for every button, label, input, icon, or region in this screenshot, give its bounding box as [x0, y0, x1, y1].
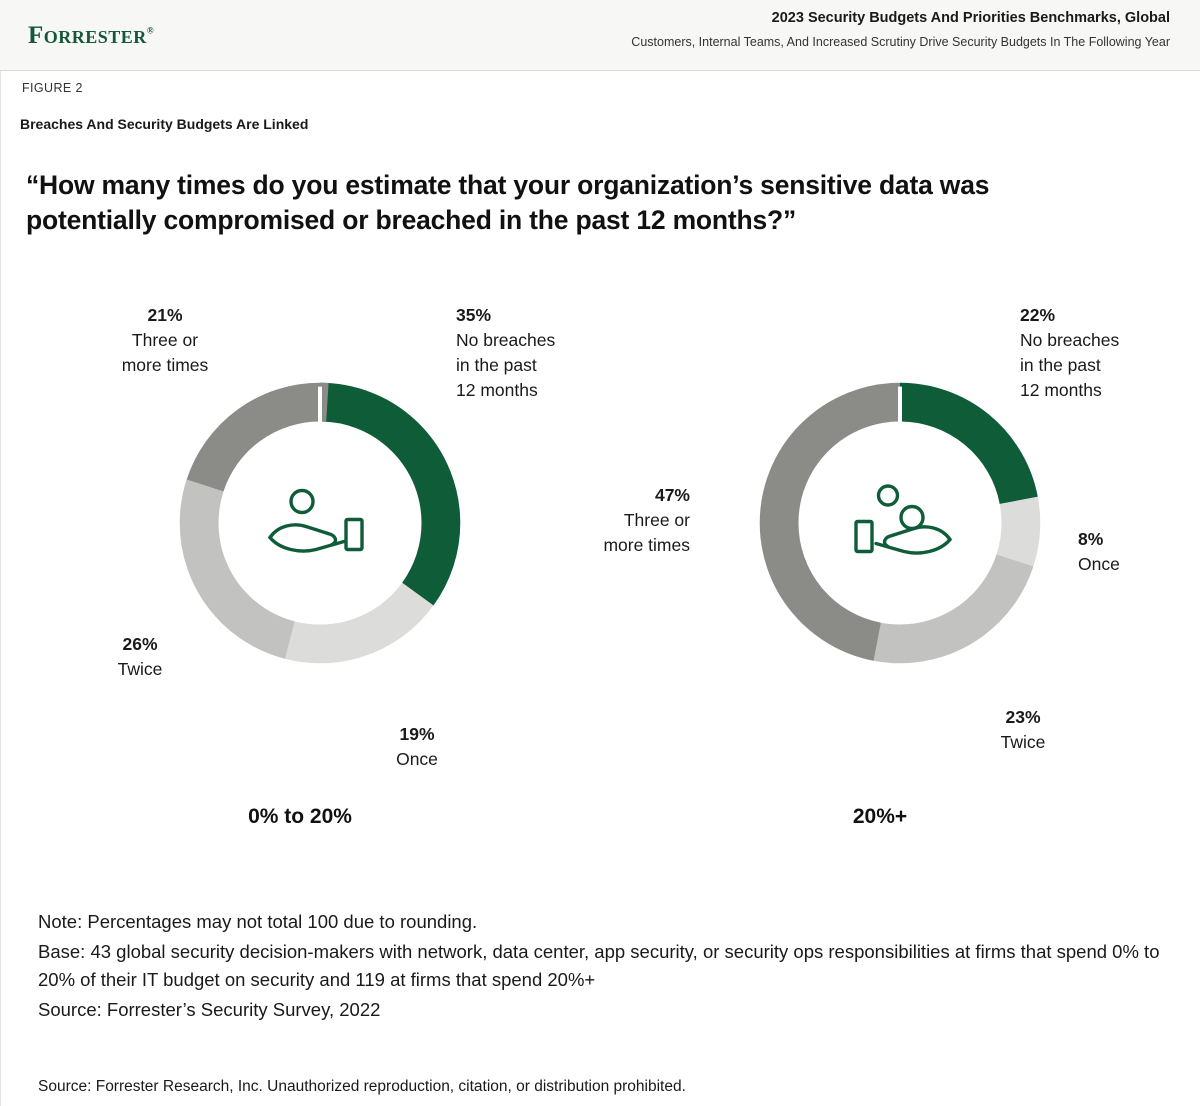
callout-right-three-pct: 47% — [654, 485, 690, 505]
page-header — [0, 0, 1200, 71]
right-chart-caption: 20%+ — [852, 805, 908, 828]
callout-right-no-breaches — [1020, 303, 1185, 402]
callout-left-once — [362, 722, 472, 772]
callout-right-three-l2: more times — [603, 534, 690, 555]
donut-graphic-right — [745, 368, 1055, 678]
note-source: Source: Forrester’s Security Survey, 2022 — [38, 999, 381, 1021]
report-title: 2023 Security Budgets And Priorities Benchmarks, Global — [771, 10, 1170, 26]
callout-left-twice — [85, 632, 195, 682]
header-titles — [631, 10, 1170, 49]
survey-question: “How many times do you estimate that your organization’s sensitive data was potentially compromised or breached in the past 12 months?” — [26, 170, 990, 235]
hand-with-person-icon — [260, 476, 380, 571]
note-rounding: Note: Percentages may not total 100 due to rounding. — [38, 911, 478, 932]
callout-left-twice-text: Twice — [117, 658, 163, 679]
hand-with-coins-icon — [840, 476, 960, 571]
callout-right-three-l1: Three or — [623, 509, 690, 530]
left-chart-caption: 0% to 20% — [248, 805, 352, 828]
callout-right-once-text: Once — [1078, 553, 1120, 574]
callout-left-three-or-more — [90, 303, 240, 378]
callout-left-no-breaches-l1: No breaches — [456, 329, 556, 350]
donut-graphic-left — [165, 368, 475, 678]
registered-mark: ® — [146, 25, 155, 36]
figure-title: Breaches And Security Budgets Are Linked — [20, 116, 309, 132]
callout-right-no-breaches-l3: 12 months — [1020, 379, 1102, 400]
callout-left-once-pct: 19% — [399, 724, 435, 744]
callout-left-no-breaches-l3: 12 months — [456, 379, 538, 400]
callout-left-three-pct: 21% — [147, 305, 183, 325]
note-base: Base: 43 global security decision-makers with network, data center, app security, or security ops responsibilities at firms that spend 0% to 20% of their IT budget on security and 119 at firms that spend 20%+ — [38, 941, 1160, 991]
figure-number: FIGURE 2 — [22, 81, 83, 95]
callout-right-no-breaches-pct: 22% — [1020, 305, 1056, 325]
callout-left-once-text: Once — [396, 748, 438, 769]
callout-left-no-breaches-pct: 35% — [456, 305, 492, 325]
callout-right-no-breaches-l2: in the past — [1020, 354, 1101, 375]
callout-left-three-l1: Three or — [131, 329, 199, 350]
callout-left-twice-pct: 26% — [122, 634, 158, 654]
callout-right-three-or-more — [570, 483, 690, 558]
forrester-logo — [28, 22, 154, 50]
callout-right-once-pct: 8% — [1078, 529, 1104, 549]
chart-notes — [38, 908, 1168, 1026]
logo-text: Forrester — [28, 22, 147, 49]
callout-left-no-breaches — [456, 303, 616, 402]
callout-right-twice-pct: 23% — [1005, 707, 1041, 727]
callout-right-twice-text: Twice — [1000, 731, 1046, 752]
callout-left-three-l2: more times — [121, 354, 209, 375]
callout-right-once — [1078, 527, 1188, 577]
report-subtitle: Customers, Internal Teams, And Increased Scrutiny Drive Security Budgets In The Following Year — [631, 35, 1170, 49]
page-footer-source: Source: Forrester Research, Inc. Unauthorized reproduction, citation, or distribution prohibited. — [38, 1078, 686, 1095]
callout-right-twice — [968, 705, 1078, 755]
callout-left-no-breaches-l2: in the past — [456, 354, 537, 375]
callout-right-no-breaches-l1: No breaches — [1020, 329, 1120, 350]
